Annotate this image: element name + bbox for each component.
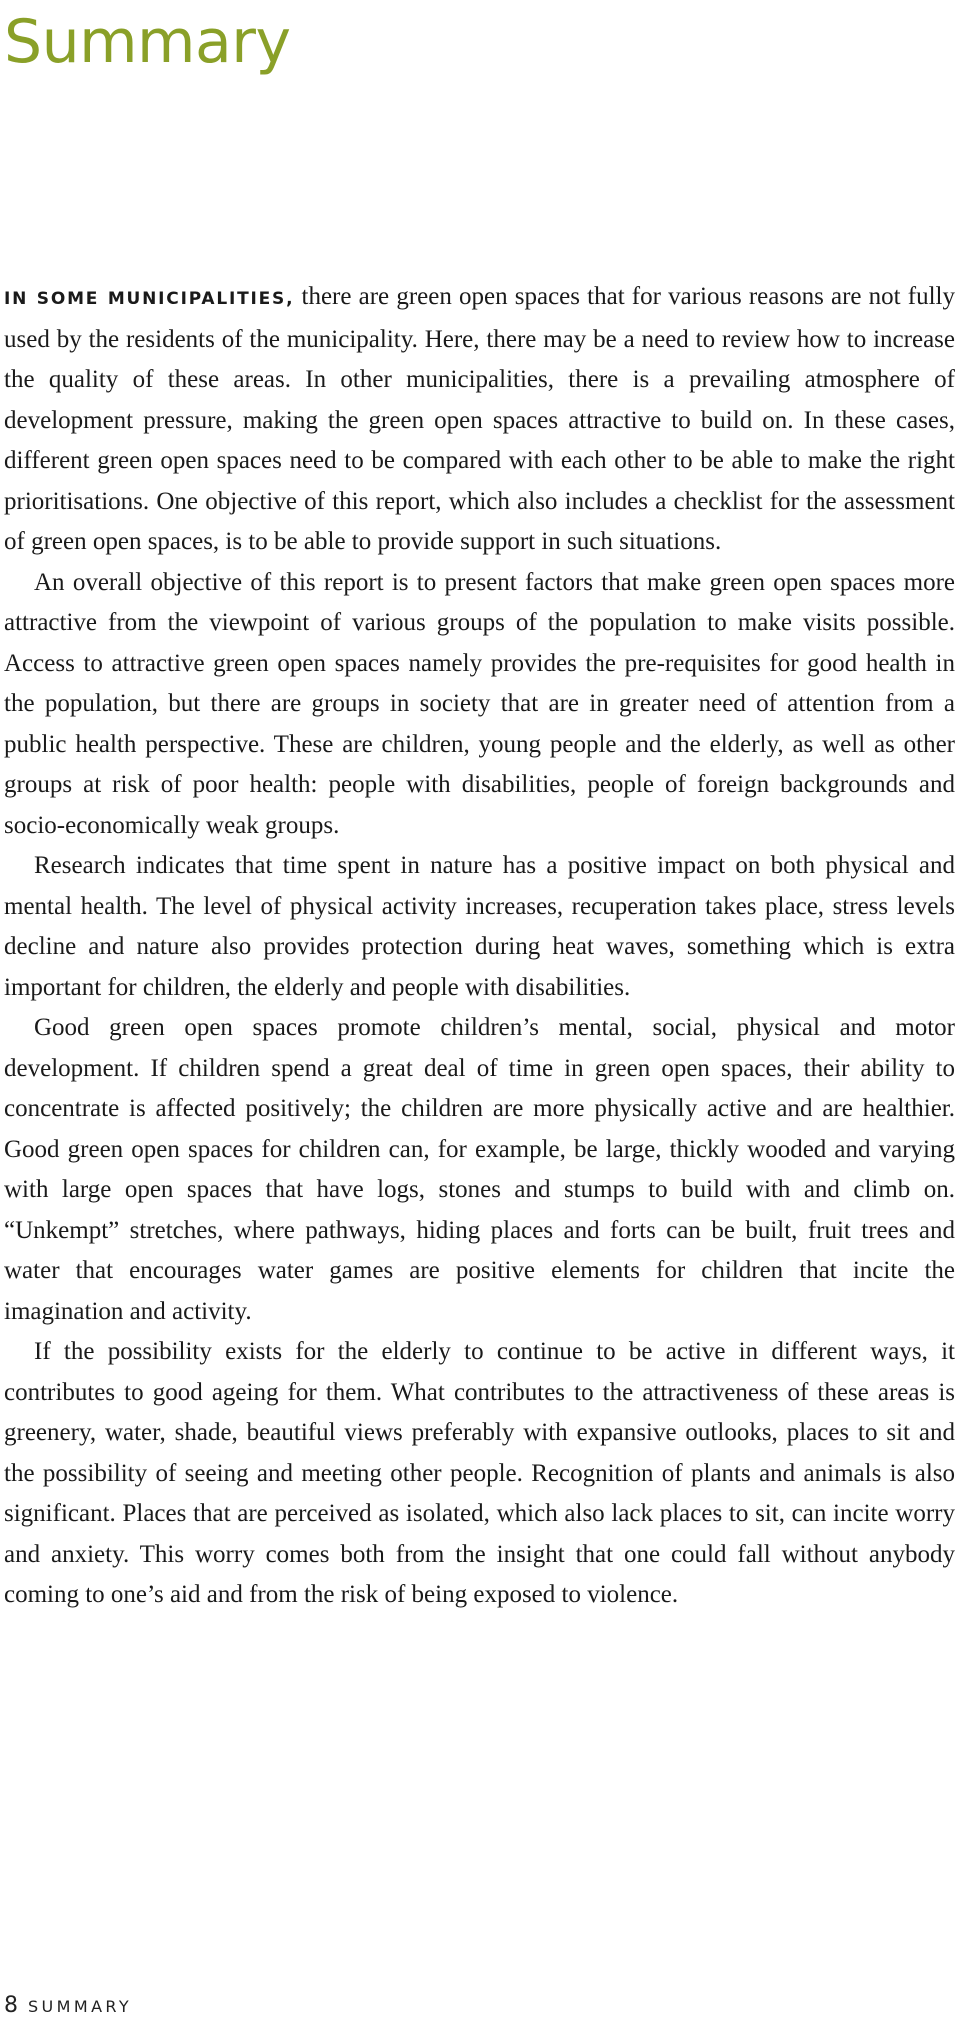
lead-in: IN SOME MUNICIPALITIES, [4, 289, 295, 309]
paragraph-1 [4, 277, 955, 563]
page-number: 8 [4, 1993, 18, 2018]
body-text [4, 277, 955, 1616]
paragraph-5: If the possibility exists for the elderly to continue to be active in different ways, it contributes to good ageing for them. What contributes to the attractiveness of these areas is greenery, water, shade, beautiful views preferably with expansive outlooks, places to sit and the possibility of seeing and meeting other people. Recognition of plants and animals is also significant. Places that are perceived as isolated, which also lack places to sit, can incite worry and anxiety. This worry comes both from the insight that one could fall without anybody coming to one’s aid and from the risk of being exposed to violence. [4, 1338, 955, 1608]
paragraph-4: Good green open spaces promote children’s mental, social, physical and motor development. If children spend a great deal of time in green open spaces, their ability to concentrate is affected positively; the children are more physically active and are healthier. Good green open spaces for children can, for example, be large, thickly wooded and varying with large open spaces that have logs, stones and stumps to build with and climb on. “Unkempt” stretches, where pathways, hiding places and forts can be built, fruit trees and water that encourages water games are positive elements for children that incite the imagination and activity. [4, 1014, 955, 1325]
paragraph-3: Research indicates that time spent in nature has a positive impact on both physical and mental health. The level of physical activity increases, recuperation takes place, stress levels decline and nature also provides protection during heat waves, something which is extra important for children, the elderly and people with disabilities. [4, 852, 955, 1001]
page-title: Summary [4, 7, 291, 77]
page-footer [4, 1994, 132, 2019]
paragraph-1-text: there are green open spaces that for various reasons are not fully used by the residents of the municipality. Here, there may be a need to review how to increase the quality of these areas. In other municipalities, there is a prevailing atmosphere of development pressure, making the green open spaces attractive to build on. In these cases, different green open spaces need to be compared with each other to be able to make the right prioritisations. One objective of this report, which also includes a checklist for the assessment of green open spaces, is to be able to provide support in such situations. [4, 283, 955, 555]
running-head: SUMMARY [28, 1997, 133, 2016]
paragraph-2: An overall objective of this report is to present factors that make green open spaces more attractive from the viewpoint of various groups of the population to make visits possible. Access to attractive green open spaces namely provides the pre-requisites for good health in the population, but there are groups in society that are in greater need of attention from a public health perspective. These are children, young people and the elderly, as well as other groups at risk of poor health: people with disabilities, people of foreign backgrounds and socio-economically weak groups. [4, 568, 955, 839]
